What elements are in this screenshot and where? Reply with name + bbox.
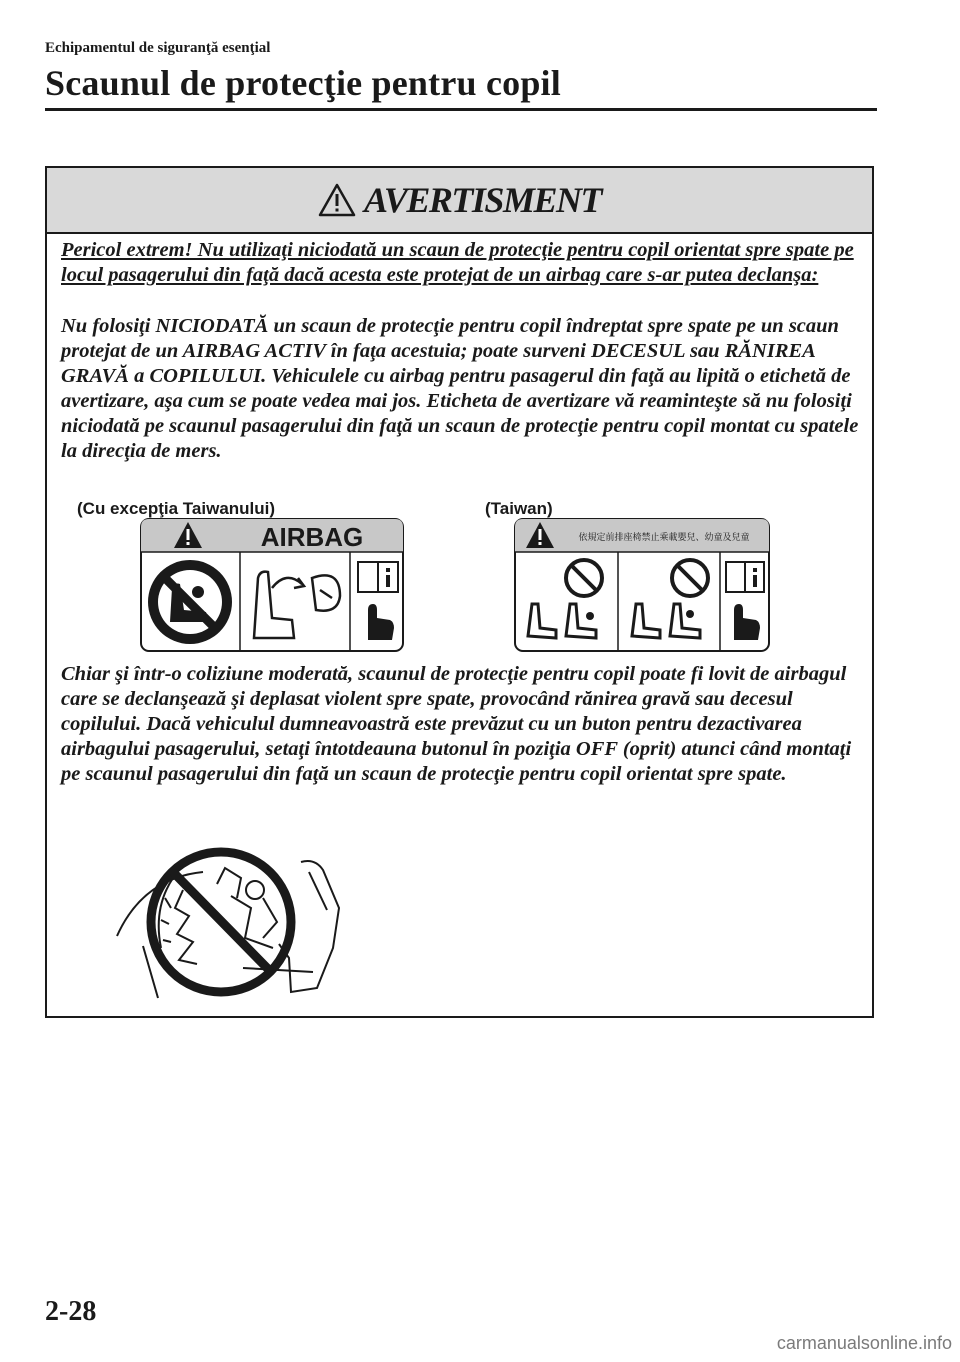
page-title: Scaunul de protecţie pentru copil [45, 63, 561, 103]
warning-heading: AVERTISMENT [364, 180, 601, 220]
sticker-airbag-title: AIRBAG [260, 522, 364, 552]
prohibition-circle-icon [151, 852, 291, 992]
warning-triangle-icon [318, 183, 356, 217]
sticker-taiwan-title: 依規定前排座椅禁止乘載嬰兒、幼童及兒童 [578, 533, 750, 543]
taiwan-warning-sticker [514, 518, 770, 652]
warning-underlined-paragraph: Pericol extrem! Nu utilizaţi niciodată un scaun de protecţie pentru copil orientat spre spate pe locul pasagerului din faţă dacă acesta este protejat de un airbag care s-ar putea declanşa: [61, 239, 854, 286]
airbag-warning-sticker [140, 518, 404, 652]
page-number: 2-28 [45, 1296, 97, 1327]
warning-box [45, 166, 874, 1018]
label-caption-left: (Cu excepţia Taiwanului) [77, 499, 276, 518]
warning-body-paragraph-1: Nu folosiţi NICIODATĂ un scaun de protecţie pentru copil îndreptat spre spate pe un scaun protejat de un AIRBAG ACTIV în faţa acestuia; poate surveni DECESUL sau RĂNIREA GRAVĂ a COPILULUI. Vehiculele cu airbag pentru pasagerul din faţă au lipită o etichetă de avertizare, aşa cum se poate vedea mai jos. Eticheta de avertizare vă reaminteşte să nu folosiţi niciodată pe scaunul pasagerului din faţă un scaun de protecţie pentru copil montat cu spatele la direcţia de mers. [61, 315, 859, 462]
warning-header [47, 168, 872, 234]
title-divider [45, 108, 877, 111]
no-child-seat-icon [148, 560, 232, 644]
label-caption-right: (Taiwan) [485, 499, 553, 518]
section-label: Echipamentul de siguranţă esenţial [45, 40, 271, 56]
prohibited-rear-facing-seat-illustration [113, 838, 353, 1008]
site-watermark: carmanualsonline.info [776, 1333, 952, 1353]
warning-body-paragraph-2: Chiar şi într-o coliziune moderată, scaunul de protecţie pentru copil poate fi lovit de airbagul care se declanşează şi deplasat violent spre spate, provocând rănirea gravă sau decesul copilului. Dacă vehiculul dumneavoastră este prevăzut cu un buton pentru dezactivarea airbagului pasagerului, setaţi întotdeauna butonul în poziţia OFF (oprit) atunci când montaţi pe scaunul pasagerului din faţă un scaun de protecţie pentru copil orientat spre spate. [61, 663, 852, 785]
